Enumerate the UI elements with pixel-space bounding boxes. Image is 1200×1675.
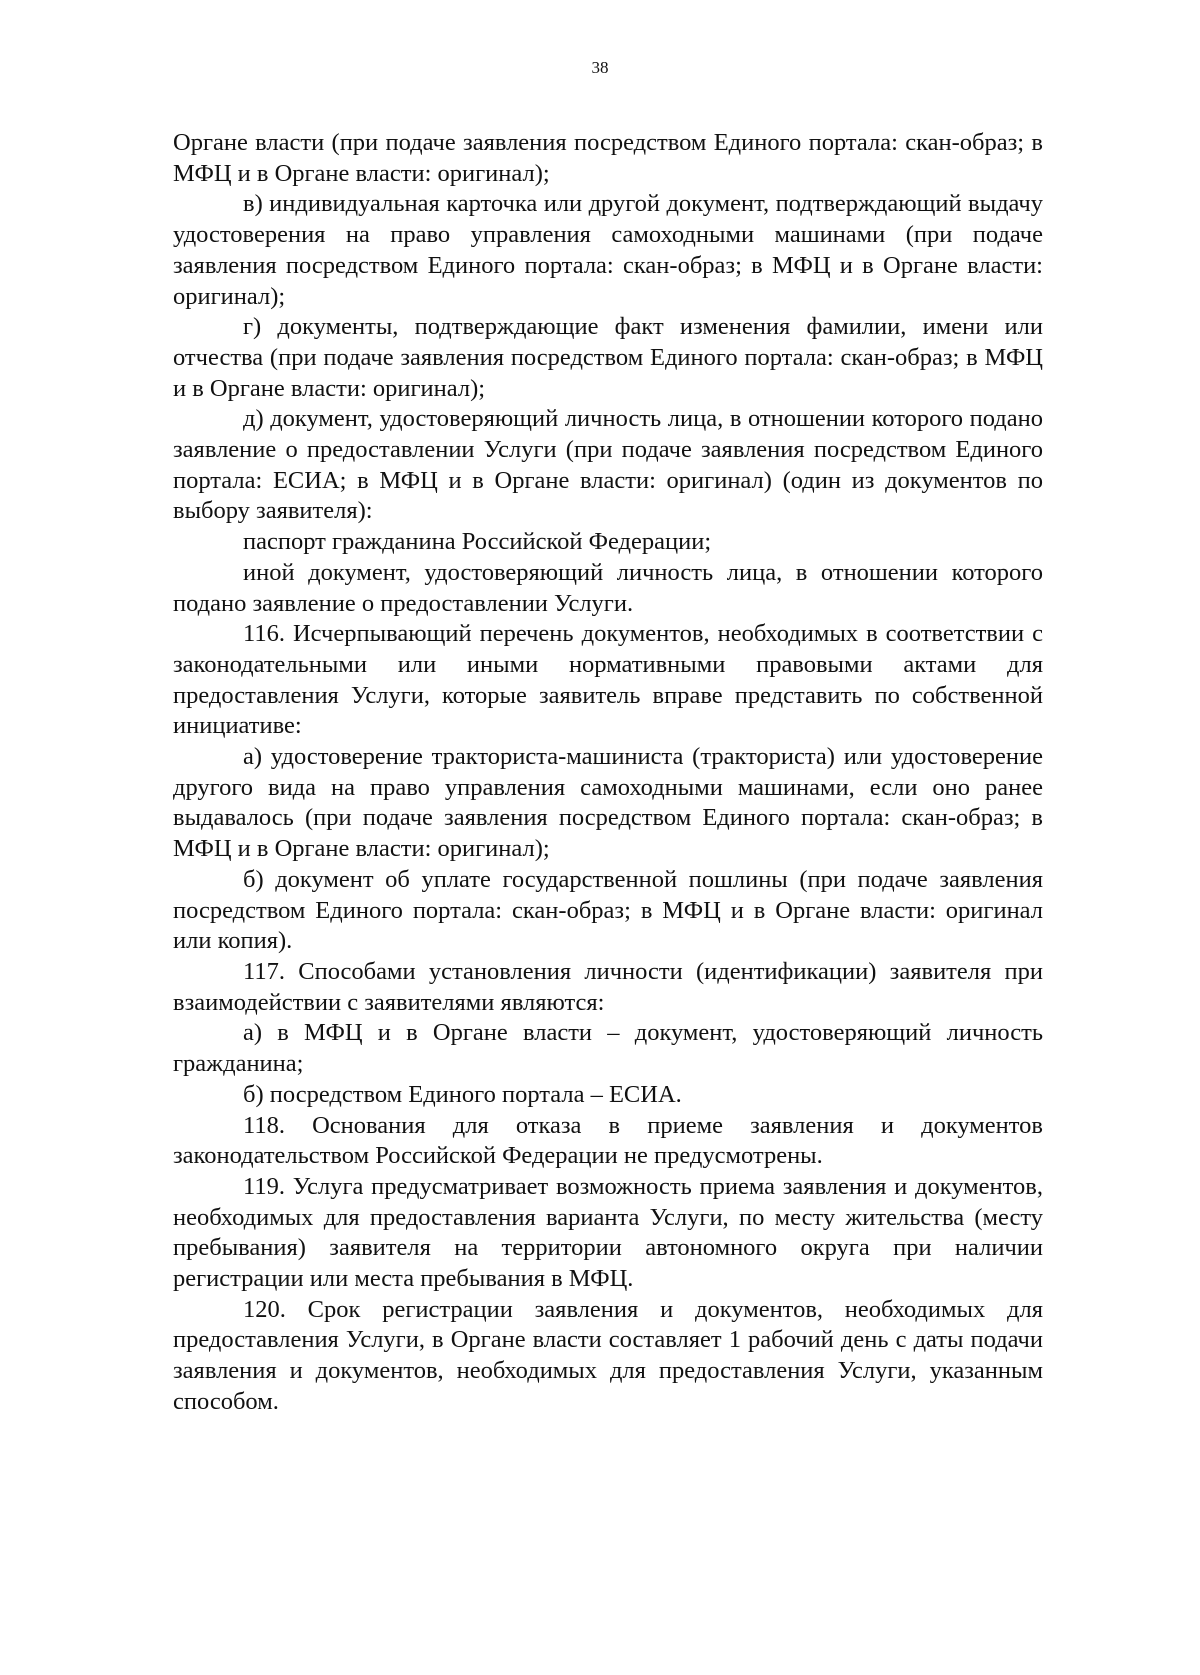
page-number: 38 (591, 58, 609, 77)
paragraph-item-d: д) документ, удостоверяющий личность лица, в отношении которого подано заявление о предоставлении Услуги (при подаче заявления посредством Единого портала: ЕСИА; в МФЦ и в Органе власти: оригинал) (один из документов по выбору заявителя): (173, 405, 1043, 525)
paragraph-117: 117. Способами установления личности (идентификации) заявителя при взаимодействии с заявителями являются: (173, 957, 1043, 1016)
paragraph-116-item-a: а) удостоверение тракториста-машиниста (тракториста) или удостоверение другого вида на право управления самоходными машинами, если оно ранее выдавалось (при подаче заявления посредством Единого портала: скан-образ; в МФЦ и в Органе власти: оригинал); (173, 743, 1043, 863)
document-body (173, 128, 1043, 1418)
paragraph-119: 119. Услуга предусматривает возможность приема заявления и документов, необходимых для предоставления варианта Услуги, по месту жительства (месту пребывания) заявителя на территории автономного округа при наличии регистрации или места пребывания в МФЦ. (173, 1172, 1043, 1293)
paragraph-117-item-b: б) посредством Единого портала – ЕСИА. (243, 1080, 682, 1108)
paragraph-continuation: Органе власти (при подаче заявления посредством Единого портала: скан-образ; в МФЦ и в Органе власти: оригинал); (173, 129, 1043, 187)
paragraph-item-v: в) индивидуальная карточка или другой документ, подтверждающий выдачу удостоверения на право управления самоходными машинами (при подаче заявления посредством Единого портала: скан-образ; в МФЦ и в Органе власти: оригинал); (173, 190, 1043, 310)
paragraph-116: 116. Исчерпывающий перечень документов, необходимых в соответствии с законодательными или иными нормативными правовыми актами для предоставления Услуги, которые заявитель вправе представить по собственной инициативе: (173, 620, 1043, 740)
paragraph-116-item-b: б) документ об уплате государственной пошлины (при подаче заявления посредством Единого портала: скан-образ; в МФЦ и в Органе власти: оригинал или копия). (173, 865, 1043, 955)
paragraph-other-document: иной документ, удостоверяющий личность лица, в отношении которого подано заявление о предоставлении Услуги. (173, 558, 1043, 617)
paragraph-passport: паспорт гражданина Российской Федерации; (243, 528, 712, 556)
paragraph-117-item-a: а) в МФЦ и в Органе власти – документ, удостоверяющий личность гражданина; (173, 1019, 1043, 1078)
paragraph-120: 120. Срок регистрации заявления и документов, необходимых для предоставления Услуги, в Органе власти составляет 1 рабочий день с даты подачи заявления и документов, необходимых для предоставления Услуги, указанным способом. (173, 1295, 1043, 1415)
paragraph-item-g: г) документы, подтверждающие факт изменения фамилии, имени или отчества (при подаче заявления посредством Единого портала: скан-образ; в МФЦ и в Органе власти: оригинал); (173, 313, 1043, 402)
paragraph-118: 118. Основания для отказа в приеме заявления и документов законодательством Российской Федерации не предусмотрены. (173, 1111, 1043, 1170)
